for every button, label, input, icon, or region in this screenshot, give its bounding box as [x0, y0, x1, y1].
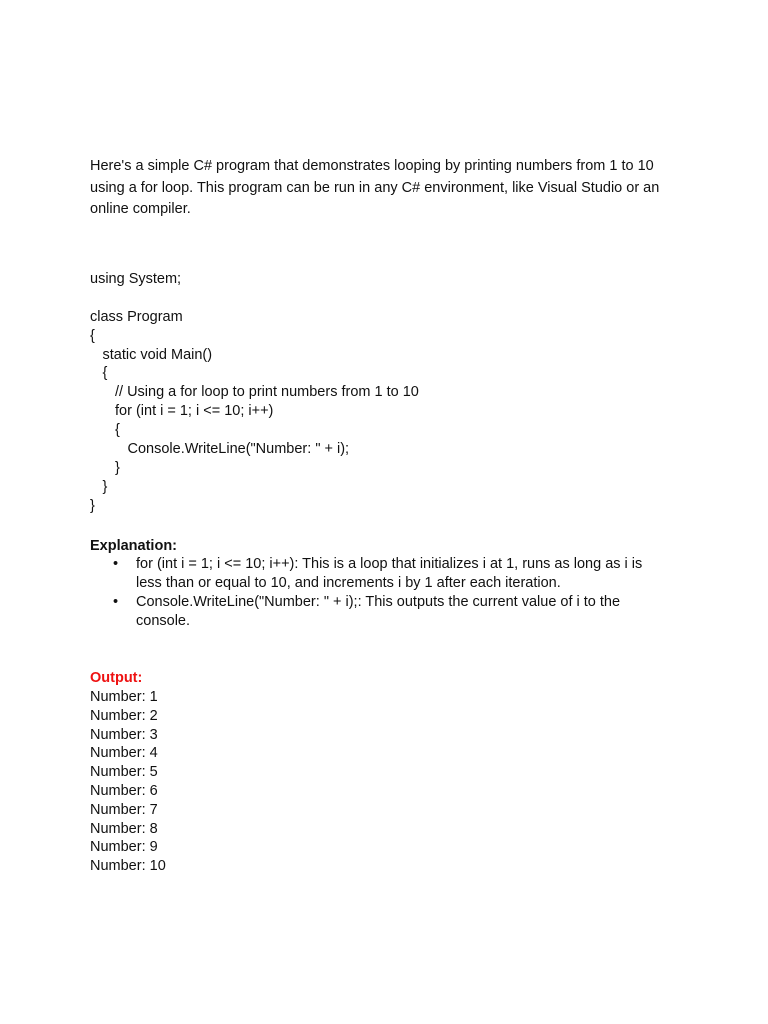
output-line: Number: 7 [90, 801, 158, 818]
list-item [90, 555, 670, 593]
explanation-list [90, 555, 670, 631]
output-line: Number: 4 [90, 745, 158, 762]
output-line: Number: 8 [90, 820, 158, 837]
code-line: } [115, 459, 120, 476]
output-line: Number: 1 [90, 689, 158, 705]
intro-paragraph: Here's a simple C# program that demonstrates looping by printing numbers from 1 to 10 using a for loop. This program can be run in any C# environment, like Visual Studio or an online compiler. [90, 158, 660, 217]
bullet-text: Console.WriteLine("Number: " + i);: This outputs the current value of i to the console. [136, 593, 621, 629]
code-line: // Using a for loop to print numbers from 1 to 10 [115, 384, 419, 401]
output-line: Number: 6 [90, 782, 158, 799]
code-line: for (int i = 1; i <= 10; i++) [115, 403, 274, 420]
output-line: Number: 5 [90, 764, 158, 781]
output-line: Number: 2 [90, 707, 158, 724]
output-line: Number: 10 [90, 858, 166, 875]
bullet-icon: • [113, 556, 119, 572]
code-line: Console.WriteLine("Number: " + i); [127, 441, 350, 458]
output-list [90, 688, 166, 876]
bullet-icon: • [113, 593, 119, 610]
code-line: { [90, 327, 95, 344]
bullet-text: for (int i = 1; i <= 10; i++): This is a loop that initializes i at 1, runs as long as i is less than or equal to 10, and increments i by 1 after each iteration. [136, 556, 643, 591]
explanation-heading: Explanation: [90, 538, 178, 554]
code-line: } [102, 478, 108, 495]
code-line: using System; [90, 271, 182, 287]
code-line: class Program [90, 308, 183, 325]
output-line: Number: 3 [90, 726, 158, 743]
code-block [90, 270, 419, 516]
code-line [90, 289, 419, 308]
code-line: static void Main() [102, 346, 213, 363]
list-item [90, 593, 670, 631]
code-line: } [90, 497, 95, 514]
output-heading: Output: [90, 670, 143, 686]
output-line: Number: 9 [90, 839, 158, 856]
code-line: { [102, 365, 108, 382]
code-line: { [115, 422, 120, 439]
